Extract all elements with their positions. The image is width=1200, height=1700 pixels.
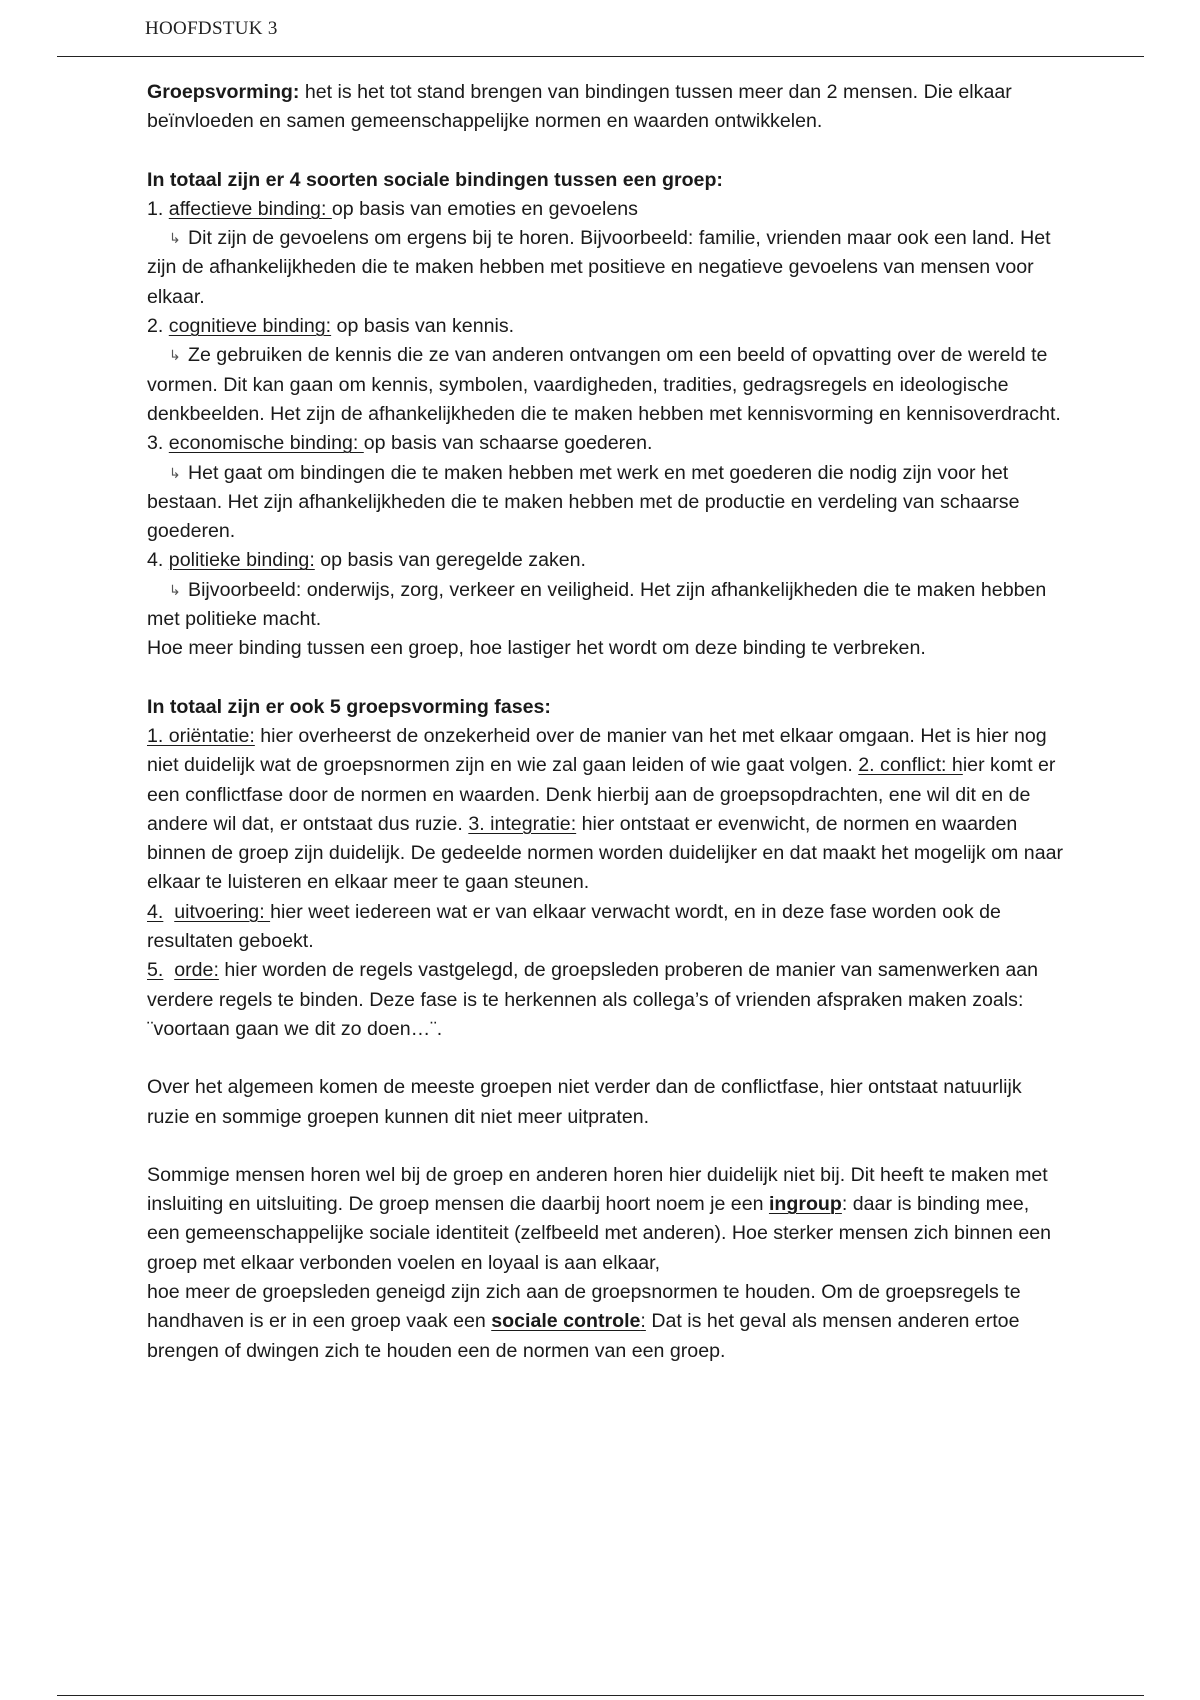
fase-uitvoering: 4. uitvoering: hier weet iedereen wat er van elkaar verwacht wordt, en in deze fase worden ook de resultaten geboekt.	[147, 900, 1001, 953]
sub-arrow-icon: ↳	[169, 230, 181, 247]
term-integratie: 3. integratie:	[468, 812, 577, 835]
term-orde: orde:	[174, 959, 219, 982]
sub-arrow-icon: ↳	[169, 347, 181, 364]
running-header: HOOFDSTUK 3	[145, 18, 278, 39]
sociale-controle-paragraph: hoe meer de groepsleden geneigd zijn zich aan de groepsnormen te houden. Om de groepsregels te handhaven is er in een groep vaak een sociale controle: Dat is het geval als mensen anderen ertoe brengen of dwingen zich te houden een de normen van een groep.	[147, 1280, 1021, 1362]
term-uitvoering: uitvoering:	[174, 900, 271, 923]
term-politieke-binding: politieke binding:	[168, 549, 315, 572]
fases-paragraph-1-3: 1. oriëntatie: hier overheerst de onzekerheid over de manier van het met elkaar omgaan. Het is hier nog niet duidelijk wat de groepsnormen zijn en wie zal gaan leiden of wie gaat volgen. 2. conflict: hier komt er een conflictfase door de normen en waarden. Denk hierbij aan de groepsopdrachten, ene wil dit en de andere wil dat, er ontstaat dus ruzie. 3. integratie: hier ontstaat er evenwicht, de normen en waarden binnen de groep zijn duidelijk. De gedeelde normen worden duidelijker en dat maakt het mogelijk om naar elkaar te luisteren en elkaar meer te gaan steunen.	[147, 724, 1064, 894]
term-sociale-controle: sociale controle	[491, 1310, 641, 1333]
bindingen-heading: In totaal zijn er 4 soorten sociale bindingen tussen een groep:	[147, 168, 723, 191]
binding-item-politiek: 4. politieke binding: op basis van geregelde zaken.	[147, 549, 586, 572]
term-economische-binding: economische binding:	[168, 432, 364, 455]
header-rule	[57, 56, 1144, 57]
term-orientatie: 1. oriëntatie:	[147, 724, 255, 747]
sub-arrow-icon: ↳	[169, 464, 181, 481]
term-cognitieve-binding: cognitieve binding:	[168, 315, 332, 338]
binding-item-cognitief: 2. cognitieve binding: op basis van kennis.	[147, 315, 515, 338]
term-affectieve-binding: affectieve binding:	[168, 197, 332, 220]
term-groepsvorming: Groepsvorming:	[147, 81, 300, 103]
binding-detail-affectief: ↳ Dit zijn de gevoelens om ergens bij te horen. Bijvoorbeeld: familie, vrienden maar ook een land. Het zijn de afhankelijkheden die te maken hebben met positieve en negatieve gevoelens van mensen voor elkaar.	[147, 224, 1067, 312]
term-ingroup: ingroup	[768, 1193, 842, 1216]
binding-item-economisch: 3. economische binding: op basis van schaarse goederen.	[147, 432, 653, 455]
binding-detail-cognitief: ↳ Ze gebruiken de kennis die ze van anderen ontvangen om een beeld of opvatting over de wereld te vormen. Dit kan gaan om kennis, symbolen, vaardigheden, tradities, gedragsregels en ideologische denkbeelden. Het zijn de afhankelijkheden die te maken hebben met kennisvorming en kennisoverdracht.	[147, 341, 1067, 429]
ingroup-paragraph: Sommige mensen horen wel bij de groep en anderen horen hier duidelijk niet bij. Dit heeft te maken met insluiting en uitsluiting. De groep mensen die daarbij hoort noem je een ingroup: daar is binding mee, een gemeenschappelijke sociale identiteit (zelfbeeld met anderen). Hoe sterker mensen zich binnen een groep met elkaar verbonden voelen en loyaal is aan elkaar,	[147, 1163, 1052, 1274]
fase-orde: 5. orde: hier worden de regels vastgelegd, de groepsleden proberen de manier van samenwerken aan verdere regels te binden. Deze fase is te herkennen als collega’s of vrienden afspraken maken zoals: ¨voortaan gaan we dit zo doen…¨.	[147, 959, 1039, 1040]
term-conflict: 2. conflict: h	[858, 754, 963, 777]
document-body	[147, 78, 1067, 1366]
intro-text: het is het tot stand brengen van bindingen tussen meer dan 2 mensen. Die elkaar beïnvloeden en samen gemeenschappelijke normen en waarden ontwikkelen.	[147, 81, 1012, 133]
sub-arrow-icon: ↳	[169, 581, 181, 598]
bindingen-conclusion: Hoe meer binding tussen een groep, hoe lastiger het wordt om deze binding te verbreken.	[147, 637, 926, 660]
intro-paragraph	[147, 78, 1067, 137]
binding-detail-politiek: ↳ Bijvoorbeeld: onderwijs, zorg, verkeer en veiligheid. Het zijn afhankelijkheden die te maken hebben met politieke macht.	[147, 576, 1067, 635]
binding-detail-economisch: ↳ Het gaat om bindingen die te maken hebben met werk en met goederen die nodig zijn voor het bestaan. Het zijn afhankelijkheden die te maken hebben met de productie en verdeling van schaarse goederen.	[147, 459, 1067, 547]
algemeen-paragraph: Over het algemeen komen de meeste groepen niet verder dan de conflictfase, hier ontstaat natuurlijk ruzie en sommige groepen kunnen dit niet meer uitpraten.	[147, 1076, 1022, 1128]
fases-heading: In totaal zijn er ook 5 groepsvorming fases:	[147, 695, 551, 718]
binding-item-affectief: 1. affectieve binding: op basis van emoties en gevoelens	[147, 197, 638, 220]
footer-rule	[57, 1695, 1144, 1696]
